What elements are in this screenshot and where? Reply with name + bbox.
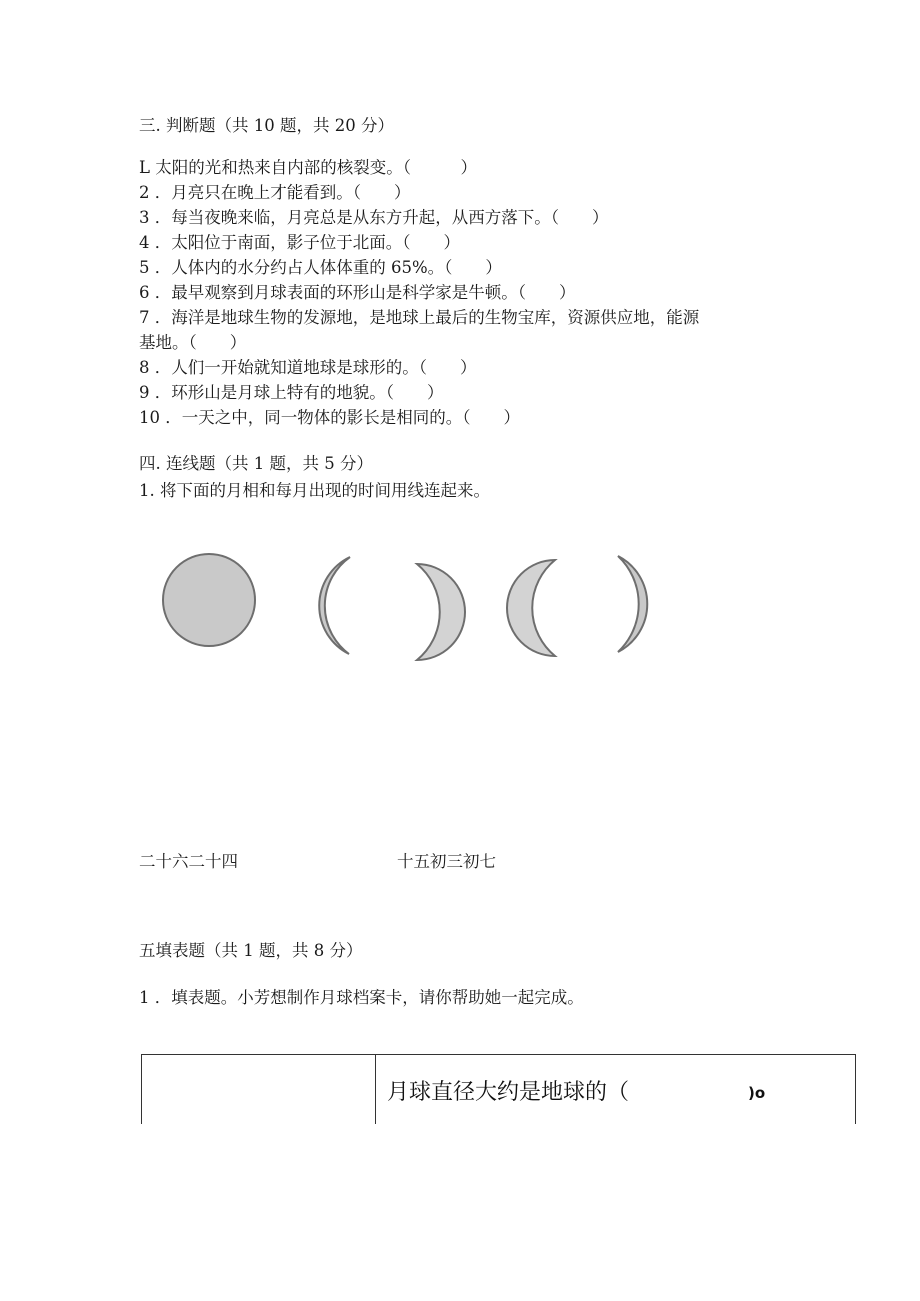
time-labels-left: 二十六二十四 <box>139 852 238 871</box>
full-moon-icon <box>163 554 255 646</box>
moon-phases-figure <box>155 548 675 664</box>
matching-question: 1. 将下面的月相和每月出现的时间用线连起来。 <box>139 481 490 500</box>
table-cell-text: 月球直径大约是地球的（ <box>387 1080 630 1105</box>
crescent-right-2-icon <box>618 556 647 652</box>
judge-item-3: 3 ．每当夜晚来临，月亮总是从东方升起，从西方落下。（ ） <box>139 208 609 227</box>
table-column-divider <box>375 1055 376 1124</box>
time-labels-right: 十五初三初七 <box>397 852 496 871</box>
judge-item-2: 2 ．月亮只在晚上才能看到。（ ） <box>139 183 411 202</box>
fill-table-question: 1 ．填表题。小芳想制作月球档案卡，请你帮助她一起完成。 <box>139 988 584 1007</box>
table-border-left <box>141 1055 142 1124</box>
judge-item-7-continued: 基地。（ ） <box>139 333 247 352</box>
judge-item-1: L 太阳的光和热来自内部的核裂变。（ ） <box>139 158 477 177</box>
judge-item-8: 8 ．人们一开始就知道地球是球形的。（ ） <box>139 358 477 377</box>
table-border-right <box>855 1055 856 1124</box>
judge-item-7: 7 ．海洋是地球生物的发源地，是地球上最后的生物宝库，资源供应地，能源 <box>139 308 700 327</box>
judge-item-6: 6 ．最早观察到月球表面的环形山是科学家是牛顿。（ ） <box>139 283 576 302</box>
judge-item-9: 9 ．环形山是月球上特有的地貌。（ ） <box>139 383 444 402</box>
section-3-heading: 三. 判断题（共 10 题，共 20 分） <box>139 116 394 135</box>
crescent-left-icon <box>319 557 350 654</box>
crescent-right-icon <box>417 564 465 660</box>
judge-item-5: 5 ．人体内的水分约占人体体重的 65%。（ ） <box>139 258 502 277</box>
judge-item-10: 10 ．一天之中，同一物体的影长是相同的。（ ） <box>139 408 520 427</box>
section-5-heading: 五填表题（共 1 题，共 8 分） <box>139 941 363 960</box>
table-cell-tail: )o <box>748 1084 766 1102</box>
section-4-heading: 四. 连线题（共 1 题，共 5 分） <box>139 454 373 473</box>
judge-item-4: 4 ．太阳位于南面，影子位于北面。（ ） <box>139 233 460 252</box>
crescent-left-2-icon <box>507 560 555 656</box>
